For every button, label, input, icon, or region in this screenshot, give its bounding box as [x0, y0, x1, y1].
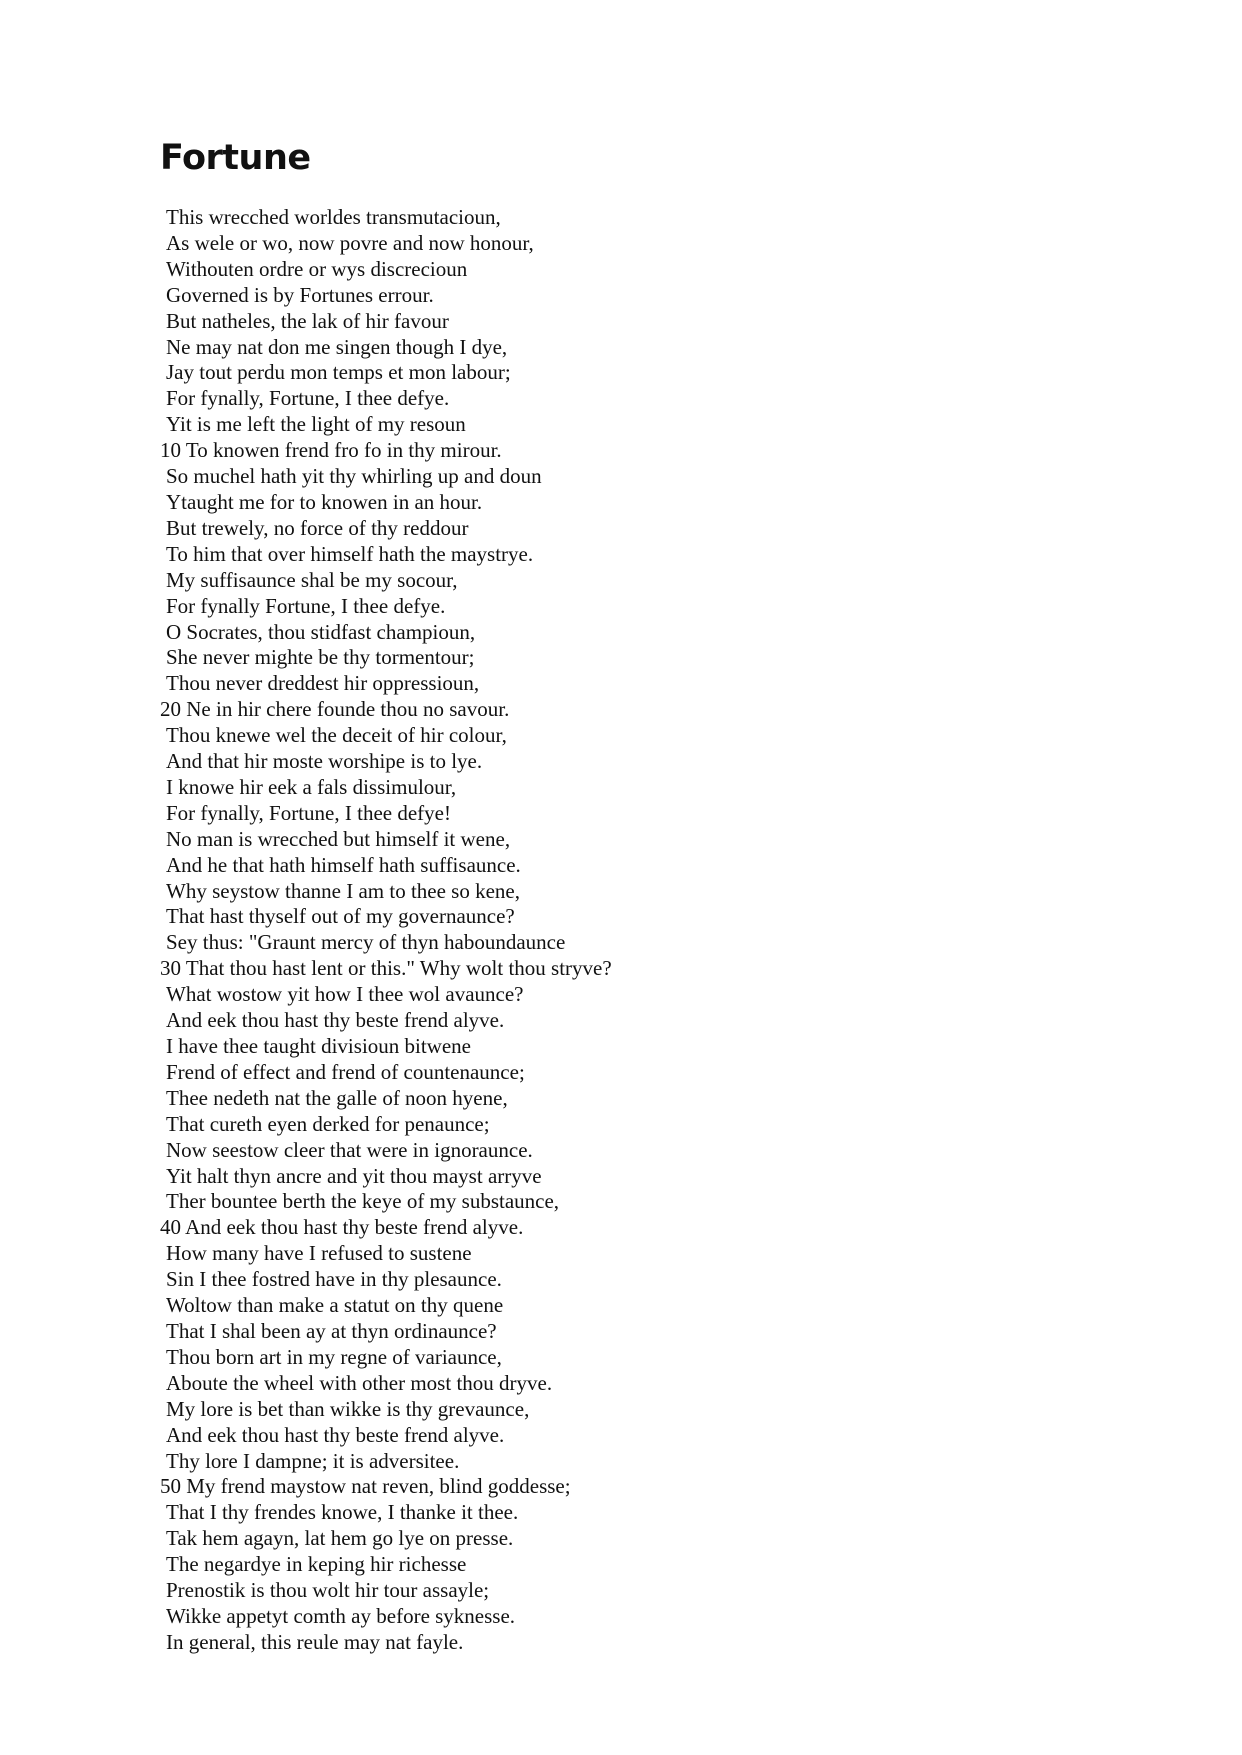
line-text: That cureth eyen derked for penaunce; [166, 1111, 490, 1136]
poem-line [160, 386, 612, 412]
line-text: And eek thou hast thy beste frend alyve. [185, 1215, 524, 1240]
poem-line [160, 205, 612, 231]
line-text: That I thy frendes knowe, I thanke it thee. [166, 1500, 519, 1525]
line-text: For fynally Fortune, I thee defye. [166, 593, 446, 618]
line-text: Why seystow thanne I am to thee so kene, [166, 878, 520, 903]
poem-line [160, 1526, 612, 1552]
poem-line [160, 1319, 612, 1345]
poem-line [160, 930, 612, 956]
line-text: Yit is me left the light of my resoun [166, 412, 466, 437]
poem-line [160, 231, 612, 257]
poem-line [160, 1060, 612, 1086]
poem-line [160, 412, 612, 438]
line-text: That thou hast lent or this." Why wolt thou stryve? [185, 956, 612, 981]
line-text: Aboute the wheel with other most thou dryve. [166, 1370, 553, 1395]
line-text: She never mighte be thy tormentour; [166, 645, 475, 670]
line-number: 20 [160, 697, 181, 722]
line-text: Thou born art in my regne of variaunce, [166, 1344, 502, 1369]
line-text: And that hir moste worshipe is to lye. [166, 749, 483, 774]
line-text: The negardye in keping hir richesse [166, 1552, 467, 1577]
poem-line [160, 620, 612, 646]
poem-line [160, 853, 612, 879]
poem-line [160, 1371, 612, 1397]
poem-line [160, 309, 612, 335]
line-text: My frend maystow nat reven, blind goddesse; [186, 1474, 571, 1499]
line-text: For fynally, Fortune, I thee defye. [166, 386, 450, 411]
poem-line [160, 982, 612, 1008]
line-text: Prenostik is thou wolt hir tour assayle; [166, 1578, 490, 1603]
poem-line [160, 1397, 612, 1423]
line-text: So muchel hath yit thy whirling up and doun [166, 464, 542, 489]
poem-line [160, 1241, 612, 1267]
poem-line [160, 1215, 612, 1241]
line-text: Tak hem agayn, lat hem go lye on presse. [166, 1526, 514, 1551]
line-text: Ytaught me for to knowen in an hour. [166, 489, 483, 514]
poem-line [160, 568, 612, 594]
line-text: Thou knewe wel the deceit of hir colour, [166, 723, 507, 748]
poem-line [160, 1189, 612, 1215]
line-text: But trewely, no force of thy reddour [166, 515, 469, 540]
line-text: To him that over himself hath the maystrye. [166, 541, 534, 566]
poem-line [160, 801, 612, 827]
line-number: 10 [160, 438, 181, 463]
poem-line [160, 697, 612, 723]
line-text: Governed is by Fortunes errour. [166, 282, 434, 307]
poem-line [160, 1630, 612, 1656]
line-text: I have thee taught divisioun bitwene [166, 1034, 472, 1058]
line-text: That hast thyself out of my governaunce? [166, 904, 515, 929]
poem-line [160, 1423, 612, 1449]
line-number: 50 [160, 1474, 181, 1499]
poem-line [160, 749, 612, 775]
line-text: And he that hath himself hath suffisaunce. [166, 852, 521, 877]
line-number: 40 [160, 1215, 181, 1240]
poem-line [160, 956, 612, 982]
poem-line [160, 723, 612, 749]
poem-line [160, 1552, 612, 1578]
line-text: Wikke appetyt comth ay before syknesse. [166, 1603, 516, 1628]
line-text: Jay tout perdu mon temps et mon labour; [166, 360, 511, 385]
line-text: As wele or wo, now povre and now honour, [166, 230, 534, 255]
poem-line [160, 1345, 612, 1371]
poem-line [160, 1293, 612, 1319]
line-text: How many have I refused to sustene [166, 1241, 472, 1266]
poem-line [160, 542, 612, 568]
poem-line [160, 1164, 612, 1190]
poem-line [160, 360, 612, 386]
poem-line [160, 1008, 612, 1034]
line-text: But natheles, the lak of hir favour [166, 308, 449, 333]
line-text: Ne in hir chere founde thou no savour. [186, 697, 510, 722]
line-number: 30 [160, 956, 181, 981]
line-text: O Socrates, thou stidfast champioun, [166, 619, 476, 644]
poem-line [160, 775, 612, 801]
line-text: Sey thus: "Graunt mercy of thyn haboundaunce [166, 930, 566, 955]
line-text: No man is wrecched but himself it wene, [166, 826, 511, 851]
poem-line [160, 257, 612, 283]
poem-line [160, 1500, 612, 1526]
line-text: For fynally, Fortune, I thee defye! [166, 800, 451, 825]
poem-line [160, 1449, 612, 1475]
line-text: Thou never dreddest hir oppressioun, [166, 671, 480, 696]
line-text: Now seestow cleer that were in ignoraunce. [166, 1137, 533, 1162]
poem-title: Fortune [160, 138, 311, 178]
poem-line [160, 879, 612, 905]
line-text: My lore is bet than wikke is thy grevaunce, [166, 1396, 530, 1421]
line-text: In general, this reule may nat fayle. [166, 1629, 464, 1654]
line-text: What wostow yit how I thee wol avaunce? [166, 982, 524, 1007]
line-text: Thy lore I dampne; it is adversitee. [166, 1448, 460, 1473]
line-text: And eek thou hast thy beste frend alyve. [166, 1008, 505, 1033]
line-text: My suffisaunce shal be my socour, [166, 567, 458, 592]
poem-line [160, 671, 612, 697]
poem-line [160, 645, 612, 671]
poem-line [160, 1034, 612, 1060]
poem-line [160, 1086, 612, 1112]
line-text: I knowe hir eek a fals dissimulour, [166, 774, 457, 799]
line-text: This wrecched worldes transmutacioun, [166, 205, 501, 229]
line-text: Ther bountee berth the keye of my substaunce, [166, 1189, 560, 1214]
line-text: Woltow than make a statut on thy quene [166, 1293, 504, 1318]
line-text: Sin I thee fostred have in thy plesaunce. [166, 1267, 502, 1292]
poem-line [160, 904, 612, 930]
poem-line [160, 516, 612, 542]
poem-line [160, 1267, 612, 1293]
poem-line [160, 1474, 612, 1500]
poem-line [160, 490, 612, 516]
poem-line [160, 464, 612, 490]
line-text: Yit halt thyn ancre and yit thou mayst arryve [166, 1163, 542, 1188]
line-text: Frend of effect and frend of countenaunce; [166, 1059, 525, 1084]
line-text: To knowen frend fro fo in thy mirour. [185, 438, 502, 463]
line-text: That I shal been ay at thyn ordinaunce? [166, 1318, 497, 1343]
poem-line [160, 1112, 612, 1138]
line-text: And eek thou hast thy beste frend alyve. [166, 1422, 505, 1447]
line-text: Thee nedeth nat the galle of noon hyene, [166, 1085, 508, 1110]
line-text: Withouten ordre or wys discrecioun [166, 256, 468, 281]
poem-line [160, 283, 612, 309]
line-text: Ne may nat don me singen though I dye, [166, 334, 508, 359]
poem-line [160, 594, 612, 620]
poem-line [160, 1578, 612, 1604]
poem-line [160, 827, 612, 853]
poem-body [160, 205, 612, 1656]
poem-line [160, 438, 612, 464]
poem-line [160, 1604, 612, 1630]
poem-line [160, 335, 612, 361]
poem-line [160, 1138, 612, 1164]
